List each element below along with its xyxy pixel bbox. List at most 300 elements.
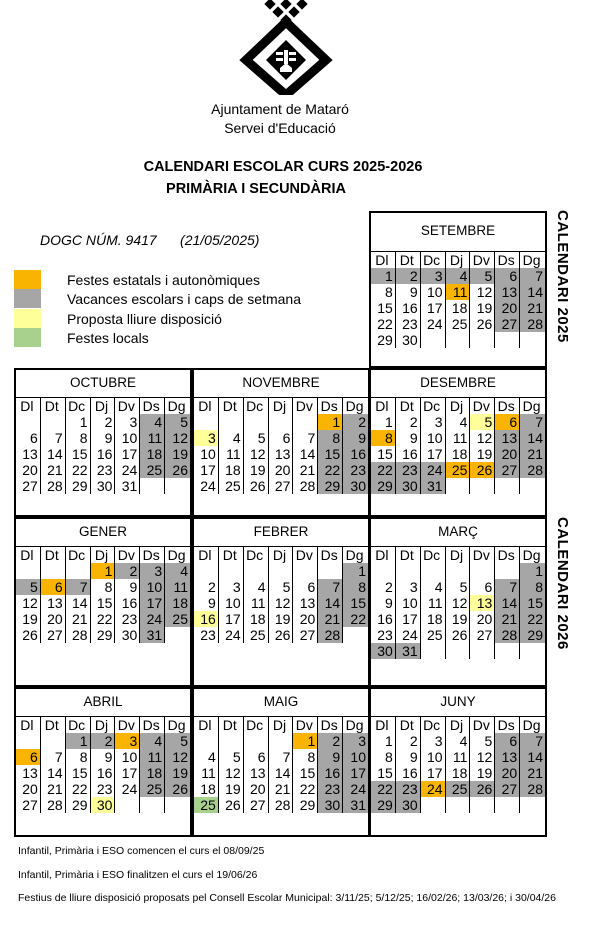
day-cell: 19 [269, 611, 294, 627]
day-cell: 31 [421, 478, 446, 494]
day-cell [219, 563, 244, 579]
day-cell: 27 [41, 627, 66, 643]
day-cell: 21 [520, 765, 545, 781]
day-cell [470, 643, 495, 659]
day-cell: 3 [421, 268, 446, 284]
weekday-header: Dv [470, 252, 495, 268]
weekday-header: Dg [167, 717, 186, 733]
legend-swatch [14, 270, 41, 289]
day-cell: 30 [91, 478, 116, 494]
day-cell: 1 [91, 563, 116, 579]
weekday-header: Dv [470, 717, 495, 733]
day-cell: 14 [66, 595, 91, 611]
weekday-header: Dj [91, 547, 116, 563]
day-cell [396, 563, 421, 579]
legend-label: Proposta lliure disposició [67, 310, 222, 327]
day-cell: 16 [396, 765, 421, 781]
month-name: MARÇ [438, 524, 478, 539]
day-cell: 16 [371, 611, 396, 627]
day-cell: 11 [446, 430, 471, 446]
month-name: OCTUBRE [69, 375, 136, 390]
day-cell: 17 [219, 611, 244, 627]
day-cell: 22 [66, 462, 91, 478]
weekday-header: Dv [115, 717, 140, 733]
legend-item [14, 328, 149, 347]
day-cell: 1 [318, 414, 343, 430]
weekday-header: Dc [421, 717, 446, 733]
day-cell: 3 [343, 733, 368, 749]
day-cell: 27 [269, 478, 294, 494]
weekday-header: Ds [318, 717, 343, 733]
day-grid [194, 547, 368, 643]
day-cell: 30 [91, 797, 116, 813]
day-cell: 13 [16, 446, 41, 462]
day-cell: 30 [371, 643, 396, 659]
day-cell: 1 [66, 414, 91, 430]
day-cell: 14 [318, 595, 343, 611]
day-cell: 26 [470, 781, 495, 797]
day-cell: 25 [446, 316, 471, 332]
day-cell: 2 [115, 563, 140, 579]
day-cell [41, 563, 66, 579]
note-start: Infantil, Primària i ESO comencen el curs el 08/09/25 [18, 845, 265, 857]
day-cell: 31 [343, 797, 368, 813]
weekday-header: Dj [91, 717, 116, 733]
day-cell: 14 [495, 595, 520, 611]
day-cell: 28 [293, 478, 318, 494]
weekday-header: Dl [194, 398, 219, 414]
day-cell: 29 [66, 797, 91, 813]
day-cell: 24 [140, 611, 165, 627]
day-cell [495, 797, 520, 813]
day-grid [371, 547, 545, 659]
weekday-header: Dl [16, 398, 41, 414]
day-cell: 8 [371, 749, 396, 765]
day-cell: 6 [495, 414, 520, 430]
day-cell: 14 [520, 749, 545, 765]
weekday-header: Ds [318, 547, 343, 563]
day-cell: 20 [16, 781, 41, 797]
day-cell: 19 [470, 300, 495, 316]
day-cell: 17 [343, 765, 368, 781]
day-cell [520, 332, 545, 348]
day-cell: 21 [520, 446, 545, 462]
weekday-header: Dg [345, 717, 364, 733]
day-cell: 9 [318, 749, 343, 765]
day-cell [446, 563, 471, 579]
day-cell: 9 [91, 430, 116, 446]
legend-item [14, 309, 222, 328]
day-cell: 20 [495, 300, 520, 316]
day-cell [16, 733, 41, 749]
day-cell: 8 [520, 579, 545, 595]
day-cell [421, 563, 446, 579]
month-febrer [192, 517, 370, 687]
day-grid [371, 398, 545, 494]
day-cell: 2 [318, 733, 343, 749]
day-cell: 4 [219, 430, 244, 446]
day-cell [219, 414, 244, 430]
day-cell [41, 414, 66, 430]
day-cell: 5 [16, 579, 41, 595]
day-cell: 7 [41, 749, 66, 765]
day-cell: 16 [396, 300, 421, 316]
day-cell: 12 [219, 765, 244, 781]
day-cell: 18 [219, 462, 244, 478]
day-cell: 18 [165, 595, 190, 611]
month-name: FEBRER [253, 524, 309, 539]
weekday-header: Dg [345, 398, 364, 414]
month-name: DESEMBRE [420, 375, 496, 390]
day-cell: 14 [520, 430, 545, 446]
day-cell [318, 563, 343, 579]
day-cell: 15 [371, 765, 396, 781]
day-cell: 20 [470, 611, 495, 627]
weekday-header: Ds [495, 547, 520, 563]
weekday-header: Dg [345, 547, 364, 563]
day-cell: 26 [269, 627, 294, 643]
weekday-header: Dt [219, 398, 244, 414]
day-cell: 13 [41, 595, 66, 611]
legend-swatch [14, 328, 41, 347]
legend-swatch [14, 309, 41, 328]
weekday-header: Dj [269, 717, 294, 733]
weekday-header: Dt [396, 547, 421, 563]
day-cell: 23 [318, 781, 343, 797]
day-cell: 13 [269, 446, 294, 462]
day-cell: 24 [115, 781, 140, 797]
weekday-header: Dg [522, 717, 541, 733]
weekday-header: Ds [140, 398, 165, 414]
day-cell: 11 [244, 595, 269, 611]
weekday-header: Dt [396, 398, 421, 414]
weekday-header: Dc [421, 398, 446, 414]
day-cell: 24 [194, 478, 219, 494]
day-cell: 9 [396, 749, 421, 765]
weekday-header: Dl [371, 398, 396, 414]
day-cell: 20 [41, 611, 66, 627]
weekday-header: Ds [495, 398, 520, 414]
weekday-header: Dj [446, 717, 471, 733]
weekday-header: Dj [446, 252, 471, 268]
day-cell: 23 [194, 627, 219, 643]
day-cell: 16 [115, 595, 140, 611]
day-cell: 15 [318, 446, 343, 462]
day-grid [16, 717, 190, 813]
day-cell: 21 [495, 611, 520, 627]
day-cell [269, 563, 294, 579]
weekday-header: Dg [522, 398, 541, 414]
day-cell: 1 [371, 733, 396, 749]
day-cell: 26 [244, 478, 269, 494]
day-cell: 6 [16, 749, 41, 765]
day-cell: 31 [140, 627, 165, 643]
weekday-header: Dt [396, 252, 421, 268]
day-cell: 29 [371, 332, 396, 348]
day-cell: 13 [16, 765, 41, 781]
day-cell: 21 [41, 781, 66, 797]
note-free-days: Festius de lliure disposició proposats pel Consell Escolar Municipal: 3/11/25; 5/12/25; 16/02/26; 13/03/26; i 30/04/26 [18, 892, 556, 904]
day-cell: 26 [165, 781, 190, 797]
day-cell: 3 [396, 579, 421, 595]
day-cell: 28 [520, 462, 545, 478]
day-cell: 6 [495, 733, 520, 749]
day-cell: 8 [371, 430, 396, 446]
day-cell: 25 [446, 462, 471, 478]
day-cell [269, 733, 294, 749]
day-cell: 25 [219, 478, 244, 494]
day-cell: 4 [165, 563, 190, 579]
day-cell: 14 [293, 446, 318, 462]
day-cell: 18 [446, 300, 471, 316]
day-cell: 15 [66, 765, 91, 781]
day-cell: 13 [470, 595, 495, 611]
day-cell: 26 [446, 627, 471, 643]
month-name: NOVEMBRE [242, 375, 320, 390]
day-cell: 27 [495, 462, 520, 478]
day-cell: 27 [16, 478, 41, 494]
day-cell: 11 [140, 430, 165, 446]
day-cell: 25 [194, 797, 219, 813]
day-cell: 12 [446, 595, 471, 611]
day-cell: 21 [293, 462, 318, 478]
day-cell: 5 [244, 430, 269, 446]
day-cell [244, 414, 269, 430]
month-marc [369, 517, 547, 687]
weekday-header: Dl [194, 547, 219, 563]
weekday-header: Ds [495, 252, 520, 268]
day-cell: 2 [194, 579, 219, 595]
weekday-header: Dl [371, 717, 396, 733]
day-cell: 7 [318, 579, 343, 595]
dogc-reference: DOGC NÚM. 9417 (21/05/2025) [40, 232, 260, 248]
day-cell: 16 [91, 765, 116, 781]
day-cell: 29 [293, 797, 318, 813]
weekday-header: Dv [293, 398, 318, 414]
day-cell: 19 [470, 765, 495, 781]
day-cell: 23 [91, 781, 116, 797]
day-cell: 1 [293, 733, 318, 749]
day-cell: 17 [421, 300, 446, 316]
day-cell: 4 [446, 414, 471, 430]
year-label-2025: CALENDARI 2025 [554, 210, 571, 343]
day-cell [165, 627, 190, 643]
day-cell [269, 414, 294, 430]
day-cell: 23 [343, 462, 368, 478]
day-cell [194, 563, 219, 579]
day-cell: 28 [495, 627, 520, 643]
day-cell [140, 797, 165, 813]
weekday-header: Dv [115, 398, 140, 414]
weekday-header: Dc [421, 547, 446, 563]
day-cell: 15 [520, 595, 545, 611]
day-cell: 6 [41, 579, 66, 595]
weekday-header: Dv [293, 717, 318, 733]
day-cell: 26 [219, 797, 244, 813]
legend-item [14, 289, 301, 308]
day-cell: 19 [446, 611, 471, 627]
day-cell [446, 478, 471, 494]
day-cell: 9 [194, 595, 219, 611]
day-cell [421, 643, 446, 659]
month-name: ABRIL [83, 694, 123, 709]
weekday-header: Dj [269, 398, 294, 414]
day-grid [16, 547, 190, 643]
day-cell: 21 [520, 300, 545, 316]
day-cell: 23 [396, 316, 421, 332]
month-setembre [369, 211, 547, 368]
day-cell: 13 [495, 430, 520, 446]
day-cell: 19 [244, 462, 269, 478]
day-cell: 5 [446, 579, 471, 595]
day-cell: 2 [371, 579, 396, 595]
day-cell: 30 [115, 627, 140, 643]
day-cell: 27 [16, 797, 41, 813]
day-cell: 23 [371, 627, 396, 643]
day-cell: 20 [495, 446, 520, 462]
weekday-header: Dc [421, 252, 446, 268]
month-desembre [369, 368, 547, 517]
day-cell: 5 [165, 733, 190, 749]
day-cell: 24 [219, 627, 244, 643]
day-cell: 5 [165, 414, 190, 430]
day-cell: 28 [41, 797, 66, 813]
day-cell: 30 [343, 478, 368, 494]
day-cell: 2 [396, 414, 421, 430]
day-cell: 25 [421, 627, 446, 643]
day-cell: 24 [421, 781, 446, 797]
day-cell: 4 [421, 579, 446, 595]
day-cell: 27 [293, 627, 318, 643]
day-cell [16, 414, 41, 430]
weekday-header: Dt [396, 717, 421, 733]
day-cell: 18 [140, 765, 165, 781]
day-cell: 25 [140, 781, 165, 797]
legend-label: Festes estatals i autonòmiques [67, 271, 260, 288]
day-cell: 14 [269, 765, 294, 781]
weekday-header: Dl [16, 547, 41, 563]
day-cell: 1 [371, 414, 396, 430]
day-cell: 28 [269, 797, 294, 813]
day-cell: 28 [66, 627, 91, 643]
day-cell: 5 [470, 414, 495, 430]
day-cell: 6 [495, 268, 520, 284]
page-subtitle: PRIMÀRIA I SECUNDÀRIA [166, 181, 346, 197]
day-cell: 13 [244, 765, 269, 781]
day-grid [371, 717, 545, 813]
day-cell: 4 [140, 733, 165, 749]
day-cell: 5 [470, 733, 495, 749]
day-cell [343, 627, 368, 643]
day-cell: 11 [446, 284, 471, 300]
day-cell [495, 563, 520, 579]
day-cell: 13 [495, 749, 520, 765]
day-grid [371, 252, 545, 348]
day-cell: 28 [318, 627, 343, 643]
weekday-header: Dt [41, 717, 66, 733]
weekday-header: Dv [470, 398, 495, 414]
weekday-header: Dc [66, 398, 91, 414]
day-cell [194, 414, 219, 430]
day-cell: 19 [16, 611, 41, 627]
day-cell: 10 [115, 430, 140, 446]
day-cell: 4 [446, 733, 471, 749]
day-cell: 18 [446, 765, 471, 781]
day-cell [421, 332, 446, 348]
day-cell: 15 [66, 446, 91, 462]
day-cell: 10 [219, 595, 244, 611]
day-cell: 26 [470, 462, 495, 478]
day-cell: 10 [421, 749, 446, 765]
weekday-header: Dg [167, 547, 186, 563]
day-cell [115, 797, 140, 813]
legend-item [14, 270, 260, 289]
day-cell: 20 [495, 765, 520, 781]
day-cell [520, 643, 545, 659]
day-cell: 25 [446, 781, 471, 797]
day-cell: 4 [446, 268, 471, 284]
day-cell [495, 478, 520, 494]
day-cell: 1 [66, 733, 91, 749]
day-cell: 9 [396, 284, 421, 300]
day-cell: 28 [520, 781, 545, 797]
day-cell: 14 [520, 284, 545, 300]
day-cell [293, 414, 318, 430]
weekday-header: Dv [293, 547, 318, 563]
day-cell: 9 [91, 749, 116, 765]
day-cell: 20 [244, 781, 269, 797]
day-cell: 12 [470, 284, 495, 300]
day-cell: 16 [396, 446, 421, 462]
day-cell: 8 [293, 749, 318, 765]
day-cell: 4 [244, 579, 269, 595]
day-cell: 15 [371, 300, 396, 316]
day-cell: 16 [318, 765, 343, 781]
day-cell: 18 [140, 446, 165, 462]
day-cell: 16 [194, 611, 219, 627]
day-cell [495, 643, 520, 659]
legend-label: Vacances escolars i caps de setmana [67, 290, 301, 307]
weekday-header: Dv [470, 547, 495, 563]
day-cell: 29 [318, 478, 343, 494]
day-cell: 12 [244, 446, 269, 462]
day-cell: 7 [520, 268, 545, 284]
day-cell: 6 [269, 430, 294, 446]
day-cell: 24 [396, 627, 421, 643]
weekday-header: Dg [167, 398, 186, 414]
day-cell [165, 797, 190, 813]
day-cell: 9 [396, 430, 421, 446]
day-cell: 15 [371, 446, 396, 462]
day-cell: 10 [396, 595, 421, 611]
day-cell: 3 [115, 733, 140, 749]
year-label-2026: CALENDARI 2026 [554, 517, 571, 650]
day-cell: 2 [396, 268, 421, 284]
day-cell: 8 [91, 579, 116, 595]
month-maig [192, 687, 370, 837]
day-cell: 22 [318, 462, 343, 478]
day-cell: 18 [194, 781, 219, 797]
day-cell: 1 [520, 563, 545, 579]
day-cell: 22 [293, 781, 318, 797]
weekday-header: Dj [446, 547, 471, 563]
day-cell [165, 478, 190, 494]
day-cell: 6 [16, 430, 41, 446]
day-cell: 26 [16, 627, 41, 643]
day-cell: 25 [244, 627, 269, 643]
day-cell [470, 478, 495, 494]
weekday-header: Dg [522, 547, 541, 563]
